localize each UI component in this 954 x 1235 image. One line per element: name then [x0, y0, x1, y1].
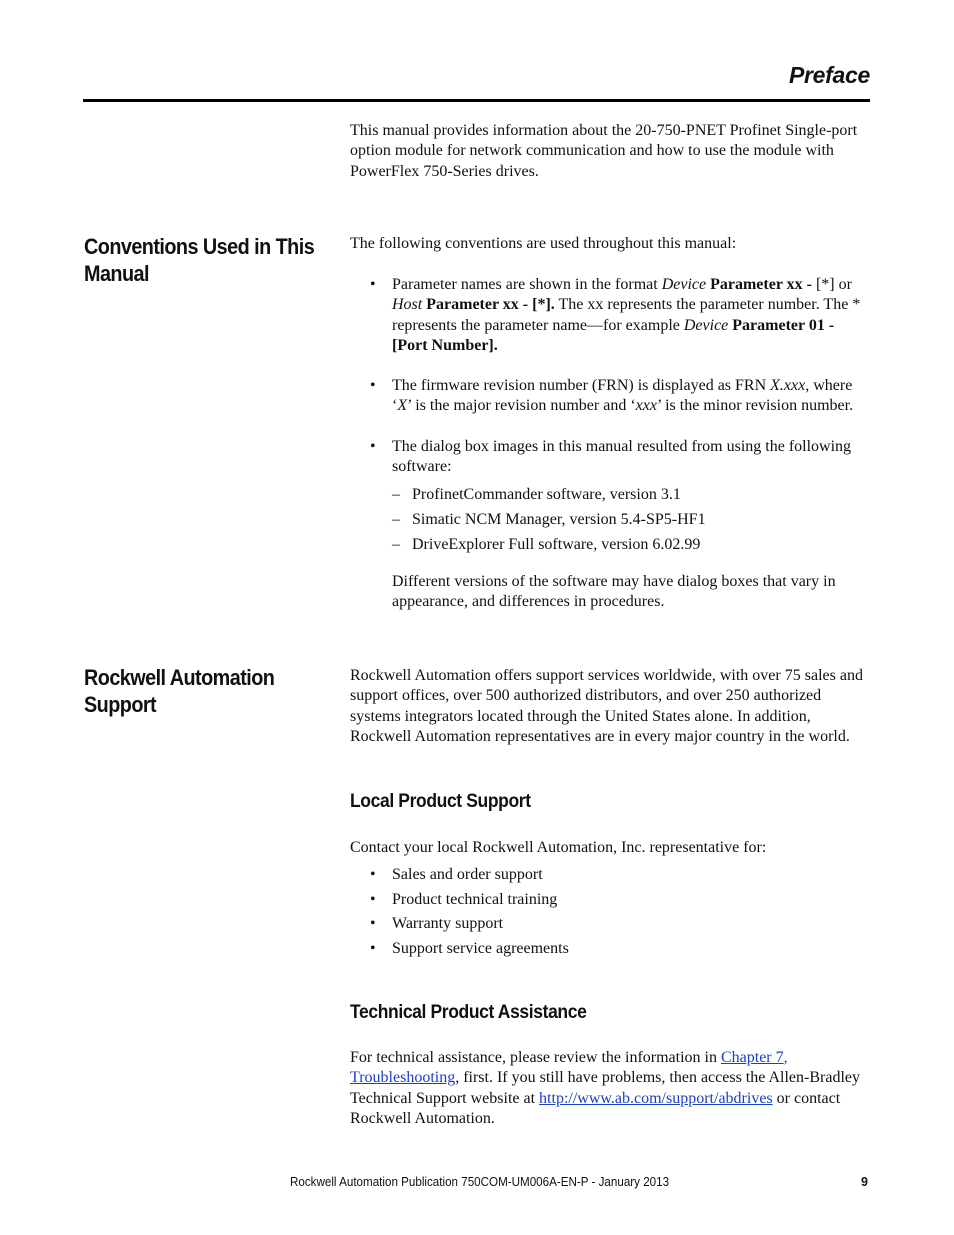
- list-item: • Sales and order support: [370, 866, 543, 883]
- abdrives-url-link[interactable]: http://www.ab.com/support/abdrives: [539, 1089, 773, 1107]
- list-item: • The dialog box images in this manual resulted from using the following software: – ProfinetCommander software, version 3.1 – Simatic NCM Manager, version 5.4-SP5-HF1 – DriveExplorer Full software, version 6.02.99 Different versions of the software may have dialog boxes that vary in appearance, and differences in procedures.: [370, 437, 872, 612]
- software-note: Different versions of the software may have dialog boxes that vary in appearance, and differences in procedures.: [392, 572, 836, 610]
- chapter-7-link[interactable]: Chapter 7: [720, 1049, 784, 1066]
- list-item: • Warranty support: [370, 915, 504, 933]
- local-support-heading: Local Product Support: [350, 791, 531, 812]
- technical-assistance-heading: Technical Product Assistance: [350, 1002, 587, 1023]
- chapter-7-comma[interactable]: ,: [783, 1049, 788, 1066]
- software-item: – DriveExplorer Full software, version 6.02.99: [392, 535, 701, 553]
- conventions-lead: The following conventions are used throughout this manual:: [350, 235, 737, 252]
- conventions-list: [370, 275, 872, 356]
- footer-publication: Rockwell Automation Publication 750COM-UM006A-EN-P - January 2013: [290, 1175, 670, 1189]
- page-number: 9: [861, 1175, 868, 1189]
- support-paragraph: Rockwell Automation offers support services worldwide, with over 75 sales and support offices, over 500 authorized distributors, and over 250 authorized systems integrators located through the United States alone. In addition, Rockwell Automation representatives are in every major country in the world.: [350, 667, 863, 745]
- technical-assistance-paragraph: For technical assistance, please review the information in Chapter 7, Troubleshooting, first. If you still have problems, then access the Allen-Bradley Technical Support website at http://www.ab.com/support/abdrives or contact Rockwell Automation.: [350, 1049, 860, 1127]
- conventions-heading: Conventions Used in This Manual: [84, 234, 315, 286]
- list-item: • Product technical training: [370, 890, 558, 908]
- troubleshooting-link[interactable]: Troubleshooting: [350, 1069, 456, 1087]
- intro-paragraph: This manual provides information about the 20-750-PNET Profinet Single-port option module for network communication and how to use the module with PowerFlex 750-Series drives.: [350, 122, 858, 180]
- list-item: • Parameter names are shown in the format Device Parameter xx - [*] or Host Parameter xx - [*]. The xx represents the parameter number. The * represents the parameter name—for example Device Parameter 01 - [Port Number].: [370, 276, 861, 354]
- software-item: – ProfinetCommander software, version 3.1: [392, 485, 681, 503]
- software-list: [392, 482, 872, 557]
- list-item: • Support service agreements: [370, 940, 569, 958]
- conventions-list-2: [370, 376, 872, 417]
- header-rule: [83, 99, 870, 102]
- conventions-list-3: [370, 437, 872, 612]
- list-item: • The firmware revision number (FRN) is displayed as FRN X.xxx, where ‘X’ is the major revision number and ‘xxx’ is the minor revision number.: [370, 377, 854, 415]
- support-heading: Rockwell Automation Support: [84, 665, 275, 717]
- local-support-lead: Contact your local Rockwell Automation, Inc. representative for:: [350, 839, 767, 856]
- software-item: – Simatic NCM Manager, version 5.4-SP5-HF1: [392, 510, 706, 528]
- page-header-title: Preface: [788, 62, 870, 88]
- local-support-list: [370, 863, 872, 962]
